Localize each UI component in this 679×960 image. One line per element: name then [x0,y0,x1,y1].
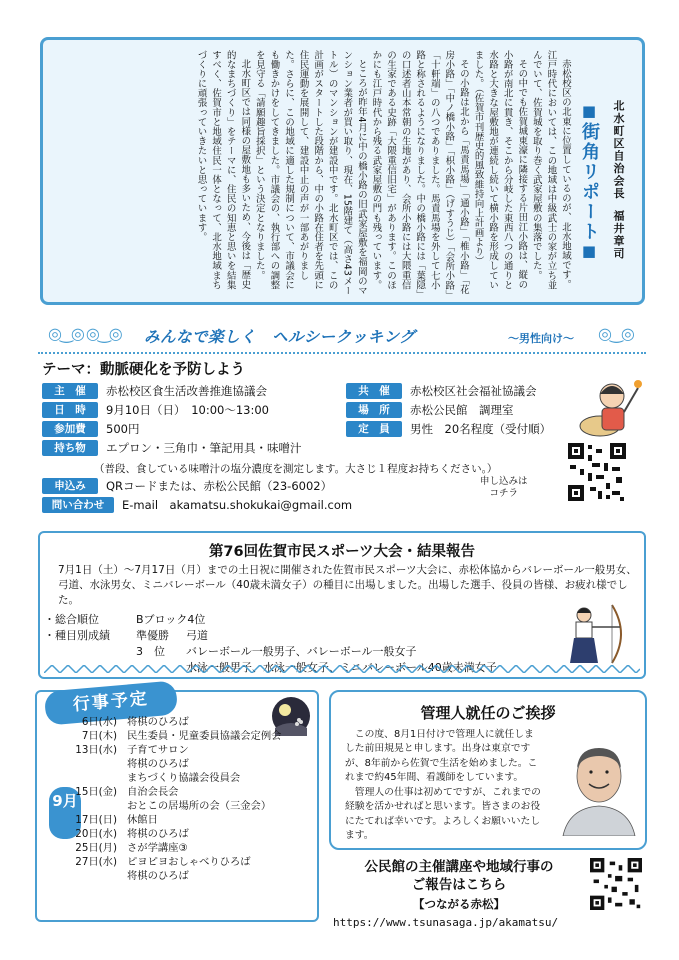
cooking-title: みんなで楽しく ヘルシークッキング [144,328,416,346]
apply-row: 申込み QRコードまたは、赤松公民館（23-6002） [42,478,332,494]
list-item: 20日(水) 将棋のひろば [75,828,189,840]
date-row: 日 時 9月10日（日） 10:00～13:00 [42,402,269,418]
list-item: 17日(日) 休館日 [75,814,158,826]
square-icon: ■ [580,102,598,122]
list-item: 7日(木) 民生委員・児童委員協議会定例会 [81,730,282,742]
manager-portrait [555,734,643,836]
qr-code-icon[interactable] [590,858,642,910]
cooking-header [38,316,646,354]
greeting-body: この度、8月1日付けで管理人に就任しました前田規晃と申します。出身は東京ですが、8年前から佐賀で生活を始めました。これまで約45年間、看護師をしています。 管理人の仕事は初めてですが、これまでの経験を活かせればと思います。皆さまのお役にたてれば幸いです。よろしくお願いいたします。 [345,729,541,842]
sports-report-section [38,531,646,679]
qr-code-icon[interactable] [568,443,626,501]
report-paragraph: その小路は北から「馬責馬場」「通小路」「椎小路」「花房小路」「中ノ橋小路」「枳小路」（げすうじ）「会所小路」「十軒端」の八つでありました。馬責馬場を外して七小路と称されるようになりました。中の橋小路には「葉隠」の口述者山本常朝の生地があり、会所小路には大隈重信の生家である史跡「大隈重信旧宅」があります。このほかにも江戸時代から残る武家屋敷の門も残っています。 [370,50,469,296]
glasses-icon: ◎‿◎ [598,324,633,343]
venue-row: 場 所 赤松公民館 調理室 [346,402,514,418]
cooking-section [38,316,646,520]
events-tag: 行事予定 [44,680,178,725]
promo-site-name: 【つながる赤松】 [413,897,505,912]
promo-line-1: 公民館の主催講座や地域行事の [364,859,554,875]
list-item: おとこの居場所の会（三金会） [127,800,272,812]
glasses-icon: ◎‿◎ ◎‿◎ [48,324,121,343]
cooking-theme: テーマ：動脈硬化を予防しよう [42,362,245,378]
events-schedule-section [35,690,319,922]
list-item: 15日(金) 自治会長会 [75,786,179,798]
promo-line-2: ご報告はこちら [411,877,507,894]
street-report-section [40,37,645,305]
sports-body: 7月1日（土）～7月17日（月）までの土日祝に開催された佐賀市民スポーツ大会に、赤松体協からバレーボール一般男女、弓道、水泳男女、ミニバレーボール（40歳未満女子）の種目に出場しました。出場した選手、役員の皆様、お疲れ様でした。 [58,564,637,606]
list-item: 13日(水) 子育てサロン [75,744,189,756]
list-item: 6日(水) 将棋のひろば [81,716,189,728]
cooking-man-illustration [578,358,644,442]
cohost-row: 共 催 赤松校区社会福祉協議会 [346,383,537,399]
contact-row: 問い合わせ E-mail akamatsu.shokukai@gmail.com [42,497,352,513]
fee-row: 参加費 500円 [42,421,139,437]
events-month-badge: 9月 [49,787,81,839]
greeting-title: 管理人就任のご挨拶 [420,704,556,722]
qr-caption: 申し込みは コチラ [480,476,528,500]
report-author [610,100,626,260]
contact-email[interactable]: E-mail akamatsu.shokukai@gmail.com [122,498,353,512]
capacity-row: 定 員 男性 20名程度（受付順） [346,421,551,437]
square-icon: ■ [580,242,598,262]
report-paragraph: 赤松校区の北東に位置しているのが、北水地域です。江戸時代においては、この地域は中級武士の家が立ち並んでいて、佐賀城を取り巻く武家屋敷の集落でした。 [530,50,571,290]
items-note: （普段、食している味噌汁の塩分濃度を測定します。大さじ１程度お持ちください。） [94,463,498,475]
cooking-subtitle: ～男性向け～ [508,332,574,345]
street-report-body [57,50,572,298]
items-row: 持ち物 エプロン・三角巾・筆記用具・味噌汁 [42,440,302,456]
list-item: 25日(月) さが学講座③ [75,842,188,854]
author-org: 北水町区自治会長 [612,100,625,200]
author-name: 福井章司 [612,210,625,260]
list-item: 27日(水) ピヨピヨおしゃべりひろば [75,856,251,868]
street-report-title: ■街角リポート■ [579,102,600,262]
report-paragraph: その中でも佐賀城東濠に隣接する片田江小路は、縦の小路が南北に貫き、そこから分岐した東西八つの通りと水路と大きな屋敷地が連続し続いて横小路を形成していました。（佐賀市刊歴史的風致維持向上計画より） [472,50,528,290]
report-paragraph: 北水町区では同様の屋敷地も多いため、今後は「歴史的なまちづくり」をテーマに、住民の知恵と思いを結集すべく、佐賀市と地域住民一体となって、北水地域まちづくりに頑張っていきたいと思っています。 [195,50,251,290]
archer-illustration [560,601,634,667]
sports-title: 第76回佐賀市民スポーツ大会・結果報告 [208,544,476,560]
events-list [71,715,281,883]
report-paragraph: ところが昨年4月に中の橋小路の旧武家屋敷を福岡のマンション業者が買い取り、現在、15階建て（高さ43メートル）のマンションが建設中です。北水町区では、この計画がスタートした段階から、中の小路在住者を先頭に住民運動を展開して、建設中止の声が一部あがりました。さらに、この地域に適した規制について、市議会にも働きかけをしてきました。市議会の、執行部への調整を見守る「請願趣旨採択」という決定となりました。 [253,50,367,296]
promo-section [329,858,589,929]
list-item: 将棋のひろば [127,870,189,882]
host-row: 主 催 赤松校区食生活改善推進協議会 [42,383,267,399]
manager-greeting-section [329,690,647,850]
promo-url-link[interactable]: https://www.tsunasaga.jp/akamatsu/ [333,916,559,929]
sports-results: ・総合順位 Bブロック4位 ・種目別成績 準優勝 弓道 3 位 バレーボール一般男子、バレーボール一般女子 水泳一般男子、水泳一般女子、ミニバレーボール40歳未満女子 [44,613,497,674]
list-item: 将棋のひろば [127,758,189,770]
zigzag-divider [44,665,640,673]
list-item: まちづくり協議会役員会 [127,772,241,784]
